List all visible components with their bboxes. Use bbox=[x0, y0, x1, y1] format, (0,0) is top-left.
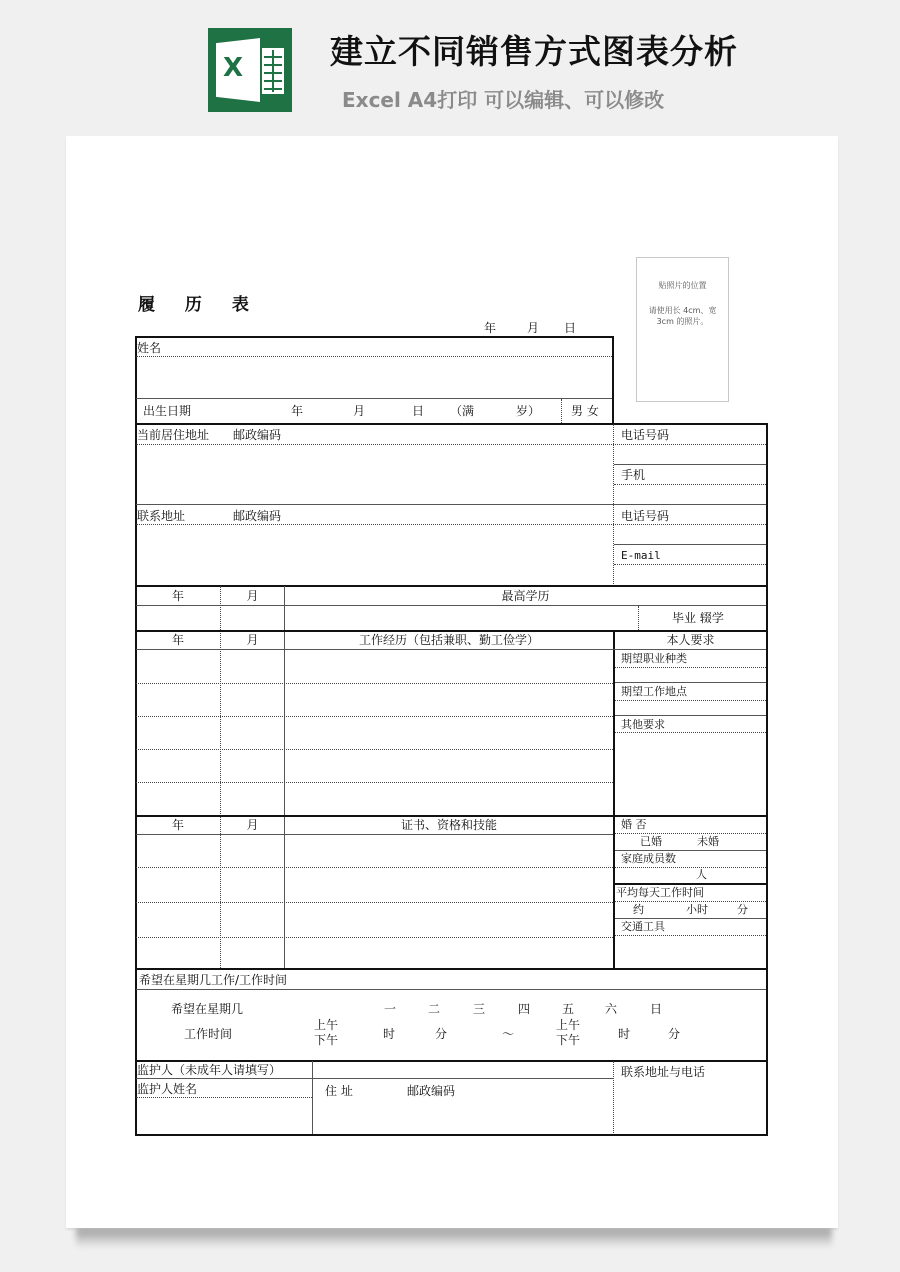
days-label: 希望在星期几 bbox=[171, 1002, 244, 1016]
edu-year-header: 年 bbox=[171, 589, 184, 603]
end-am[interactable]: 上午 bbox=[556, 1018, 581, 1032]
divider bbox=[136, 524, 766, 525]
work-year-header: 年 bbox=[171, 633, 184, 647]
border bbox=[766, 423, 768, 1136]
divider bbox=[136, 356, 612, 357]
divider bbox=[136, 749, 613, 750]
divider bbox=[615, 682, 766, 683]
border bbox=[135, 423, 768, 425]
divider bbox=[312, 1061, 313, 1135]
guardian-name-label: 监护人姓名 bbox=[137, 1082, 198, 1096]
married-option[interactable]: 已婚 bbox=[640, 835, 662, 848]
divider bbox=[615, 715, 766, 716]
cert-month-header: 月 bbox=[246, 818, 259, 832]
guardian-postcode-label: 邮政编码 bbox=[407, 1084, 456, 1098]
birth-day: 日 bbox=[412, 404, 425, 418]
mobile-label: 手机 bbox=[621, 468, 646, 482]
border bbox=[135, 1134, 768, 1136]
job-type-label: 期望职业种类 bbox=[621, 652, 687, 665]
divider bbox=[613, 424, 614, 586]
date-month: 月 bbox=[527, 321, 540, 335]
work-month-header: 月 bbox=[246, 633, 259, 647]
divider bbox=[136, 782, 613, 783]
age-close: 岁） bbox=[516, 404, 541, 418]
edu-month-header: 月 bbox=[246, 589, 259, 603]
contact-address-label: 联系地址 bbox=[137, 509, 186, 523]
border bbox=[615, 883, 766, 885]
divider bbox=[615, 833, 766, 834]
current-phone-label: 电话号码 bbox=[621, 428, 670, 442]
minutes-unit: 分 bbox=[737, 903, 748, 916]
day-mon[interactable]: 一 bbox=[384, 1002, 397, 1016]
border bbox=[135, 630, 768, 632]
requirements-header: 本人要求 bbox=[666, 633, 715, 647]
current-postcode-label: 邮政编码 bbox=[233, 428, 282, 442]
paper-shadow bbox=[76, 1228, 832, 1248]
age-open: （满 bbox=[450, 404, 475, 418]
border bbox=[135, 1060, 768, 1062]
divider bbox=[615, 850, 766, 851]
divider bbox=[614, 484, 766, 485]
start-minute-unit: 分 bbox=[435, 1027, 448, 1041]
name-input[interactable] bbox=[137, 358, 611, 397]
excel-grid-shape bbox=[262, 48, 284, 94]
divider bbox=[136, 937, 613, 938]
edu-header: 最高学历 bbox=[501, 589, 550, 603]
family-count-label: 家庭成员数 bbox=[621, 852, 676, 865]
divider bbox=[136, 605, 766, 606]
divider bbox=[615, 732, 766, 733]
time-range-tilde: ～ bbox=[502, 1027, 515, 1041]
day-tue[interactable]: 二 bbox=[428, 1002, 441, 1016]
work-history-header: 工作经历（包括兼职、勤工俭学） bbox=[358, 633, 539, 647]
divider bbox=[613, 1061, 614, 1135]
contact-postcode-label: 邮政编码 bbox=[233, 509, 282, 523]
divider bbox=[136, 989, 766, 990]
guardian-contact-label: 联系地址与电话 bbox=[621, 1065, 706, 1079]
photo-label: 贴照片的位置 bbox=[658, 281, 707, 290]
transport-label: 交通工具 bbox=[621, 920, 665, 933]
photo-instructions: 请使用长 4cm、宽 3cm 的照片。 bbox=[648, 306, 717, 326]
birth-label: 出生日期 bbox=[143, 404, 192, 418]
date-year: 年 bbox=[484, 321, 497, 335]
day-wed[interactable]: 三 bbox=[473, 1002, 486, 1016]
current-address-label: 当前居住地址 bbox=[137, 428, 210, 442]
start-am[interactable]: 上午 bbox=[314, 1018, 339, 1032]
daily-hours-label: 平均每天工作时间 bbox=[616, 886, 704, 899]
birth-month: 月 bbox=[353, 404, 366, 418]
contact-address-input[interactable] bbox=[137, 526, 612, 584]
unmarried-option[interactable]: 未婚 bbox=[697, 835, 719, 848]
divider bbox=[615, 867, 766, 868]
edu-status[interactable]: 毕业 辍学 bbox=[672, 611, 724, 625]
border bbox=[135, 585, 768, 587]
approx-label: 约 bbox=[633, 903, 644, 916]
divider bbox=[614, 464, 766, 465]
divider bbox=[136, 1097, 312, 1098]
name-label: 姓名 bbox=[137, 341, 162, 355]
end-hour-unit: 时 bbox=[618, 1027, 631, 1041]
guardian-label: 监护人（未成年人请填写） bbox=[137, 1063, 282, 1077]
page-title: 建立不同销售方式图表分析 bbox=[330, 32, 738, 71]
current-address-input[interactable] bbox=[137, 446, 612, 503]
divider bbox=[136, 1078, 613, 1079]
divider bbox=[615, 700, 766, 701]
border bbox=[135, 815, 768, 817]
divider bbox=[136, 398, 612, 399]
other-requirements-label: 其他要求 bbox=[621, 718, 665, 731]
guardian-address-label: 住 址 bbox=[325, 1084, 353, 1098]
divider bbox=[136, 444, 766, 445]
day-sun[interactable]: 日 bbox=[650, 1002, 663, 1016]
divider bbox=[638, 606, 639, 630]
location-label: 期望工作地点 bbox=[621, 685, 687, 698]
border bbox=[135, 968, 768, 970]
border bbox=[135, 336, 614, 338]
divider bbox=[615, 935, 766, 936]
photo-placeholder[interactable] bbox=[636, 257, 729, 402]
divider bbox=[615, 667, 766, 668]
divider bbox=[615, 918, 766, 919]
cert-header: 证书、资格和技能 bbox=[400, 818, 497, 832]
divider bbox=[136, 902, 613, 903]
page-subtitle: Excel A4打印 可以编辑、可以修改 bbox=[342, 88, 665, 112]
day-thu[interactable]: 四 bbox=[518, 1002, 531, 1016]
divider bbox=[136, 834, 613, 835]
start-pm[interactable]: 下午 bbox=[314, 1033, 339, 1047]
divider bbox=[136, 716, 613, 717]
email-label: E-mail bbox=[621, 549, 661, 562]
schedule-section-label: 希望在星期几工作/工作时间 bbox=[139, 973, 288, 987]
divider bbox=[136, 504, 766, 505]
gender-options[interactable]: 男 女 bbox=[571, 404, 599, 418]
start-hour-unit: 时 bbox=[383, 1027, 396, 1041]
day-sat[interactable]: 六 bbox=[605, 1002, 618, 1016]
date-day: 日 bbox=[564, 321, 577, 335]
divider bbox=[136, 683, 613, 684]
divider bbox=[136, 867, 613, 868]
divider bbox=[615, 901, 766, 902]
contact-phone-label: 电话号码 bbox=[621, 509, 670, 523]
cert-year-header: 年 bbox=[171, 818, 184, 832]
divider bbox=[561, 399, 562, 423]
marital-label: 婚 否 bbox=[621, 818, 647, 831]
persons-unit: 人 bbox=[696, 868, 707, 881]
divider bbox=[614, 564, 766, 565]
excel-icon bbox=[208, 28, 292, 112]
work-time-label: 工作时间 bbox=[184, 1027, 233, 1041]
divider bbox=[136, 649, 766, 650]
excel-letter: X bbox=[223, 53, 244, 83]
birth-year: 年 bbox=[291, 404, 304, 418]
border bbox=[612, 336, 614, 424]
end-minute-unit: 分 bbox=[668, 1027, 681, 1041]
day-fri[interactable]: 五 bbox=[562, 1002, 575, 1016]
divider bbox=[614, 544, 766, 545]
hours-unit: 小时 bbox=[686, 903, 708, 916]
form-title: 履 历 表 bbox=[138, 295, 261, 315]
end-pm[interactable]: 下午 bbox=[556, 1033, 581, 1047]
